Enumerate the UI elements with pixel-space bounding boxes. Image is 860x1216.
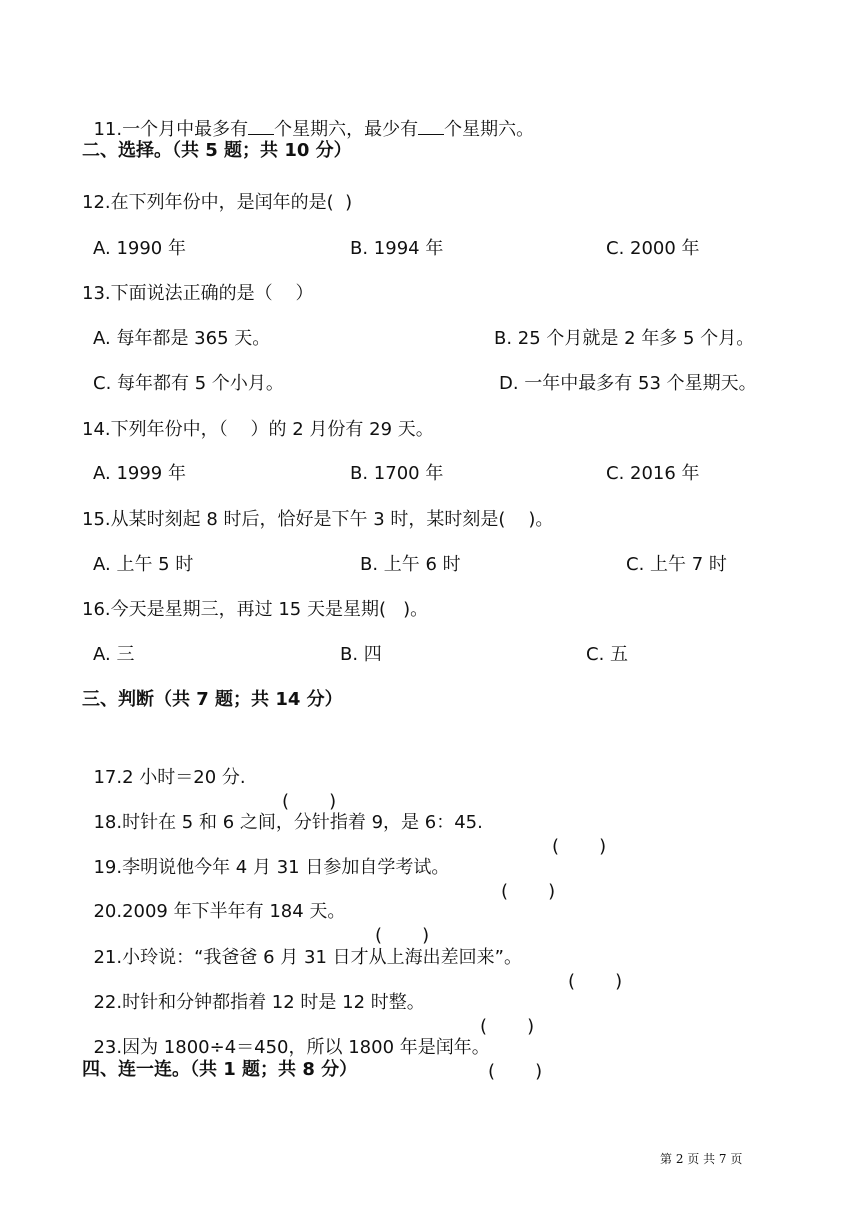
q23-answer-paren[interactable]: ( )	[488, 1061, 543, 1082]
q16-option-c[interactable]: C. 五	[586, 644, 629, 665]
question-16-stem: 16.今天是星期三，再过 15 天是星期( )。	[82, 599, 429, 620]
section-3-heading: 三、判断（共 7 题；共 14 分）	[82, 689, 343, 710]
q18-answer-paren[interactable]: ( )	[552, 836, 607, 857]
q14-option-a[interactable]: A. 1999 年	[93, 463, 186, 484]
q14-option-b[interactable]: B. 1700 年	[350, 463, 444, 484]
q19-answer-paren[interactable]: ( )	[501, 881, 556, 902]
q15-option-c[interactable]: C. 上午 7 时	[626, 554, 727, 575]
q16-option-b[interactable]: B. 四	[340, 644, 382, 665]
q15-option-b[interactable]: B. 上午 6 时	[360, 554, 461, 575]
q16-option-a[interactable]: A. 三	[93, 644, 135, 665]
q13-option-b[interactable]: B. 25 个月就是 2 年多 5 个月。	[494, 328, 755, 349]
q12-option-b[interactable]: B. 1994 年	[350, 238, 444, 259]
q17-text: 17.2 小时＝20 分.	[93, 767, 246, 788]
q12-option-c[interactable]: C. 2000 年	[606, 238, 700, 259]
q21-text: 21.小玲说：“我爸爸 6 月 31 日才从上海出差回来”。	[93, 947, 522, 968]
answer-blank-2[interactable]	[418, 118, 444, 135]
q19-text: 19.李明说他今年 4 月 31 日参加自学考试。	[93, 857, 450, 878]
q13-option-c[interactable]: C. 每年都有 5 个小月。	[93, 373, 284, 394]
q20-text: 20.2009 年下半年有 184 天。	[93, 901, 346, 922]
q13-option-a[interactable]: A. 每年都是 365 天。	[93, 328, 271, 349]
question-11	[82, 94, 534, 142]
question-13-stem: 13.下面说法正确的是（ ）	[82, 283, 314, 304]
q20-answer-paren[interactable]: ( )	[375, 925, 430, 946]
question-15-stem: 15.从某时刻起 8 时后，恰好是下午 3 时，某时刻是( )。	[82, 509, 554, 530]
q18-text: 18.时针在 5 和 6 之间，分针指着 9，是 6：45.	[93, 812, 483, 833]
q11-text-part3: 个星期六。	[444, 119, 535, 140]
answer-blank-1[interactable]	[248, 118, 274, 135]
q15-option-a[interactable]: A. 上午 5 时	[93, 554, 194, 575]
page-number: 第 2 页 共 7 页	[660, 1152, 743, 1166]
question-12-stem: 12.在下列年份中，是闰年的是( )	[82, 192, 353, 213]
section-2-heading: 二、选择。（共 5 题；共 10 分）	[82, 140, 352, 161]
q12-option-a[interactable]: A. 1990 年	[93, 238, 186, 259]
q13-option-d[interactable]: D. 一年中最多有 53 个星期天。	[499, 373, 757, 394]
q11-text-part1: 11.一个月中最多有	[93, 119, 249, 140]
section-4-heading: 四、连一连。（共 1 题；共 8 分）	[82, 1059, 358, 1080]
q14-option-c[interactable]: C. 2016 年	[606, 463, 700, 484]
q23-text: 23.因为 1800÷4＝450，所以 1800 年是闰年。	[93, 1037, 490, 1058]
q11-text-part2: 个星期六，最少有	[274, 119, 419, 140]
q17-answer-paren[interactable]: ( )	[282, 791, 337, 812]
q22-text: 22.时针和分钟都指着 12 时是 12 时整。	[93, 992, 425, 1013]
question-14-stem: 14.下列年份中，（ ）的 2 月份有 29 天。	[82, 419, 434, 440]
q21-answer-paren[interactable]: ( )	[568, 971, 623, 992]
q22-answer-paren[interactable]: ( )	[480, 1016, 535, 1037]
